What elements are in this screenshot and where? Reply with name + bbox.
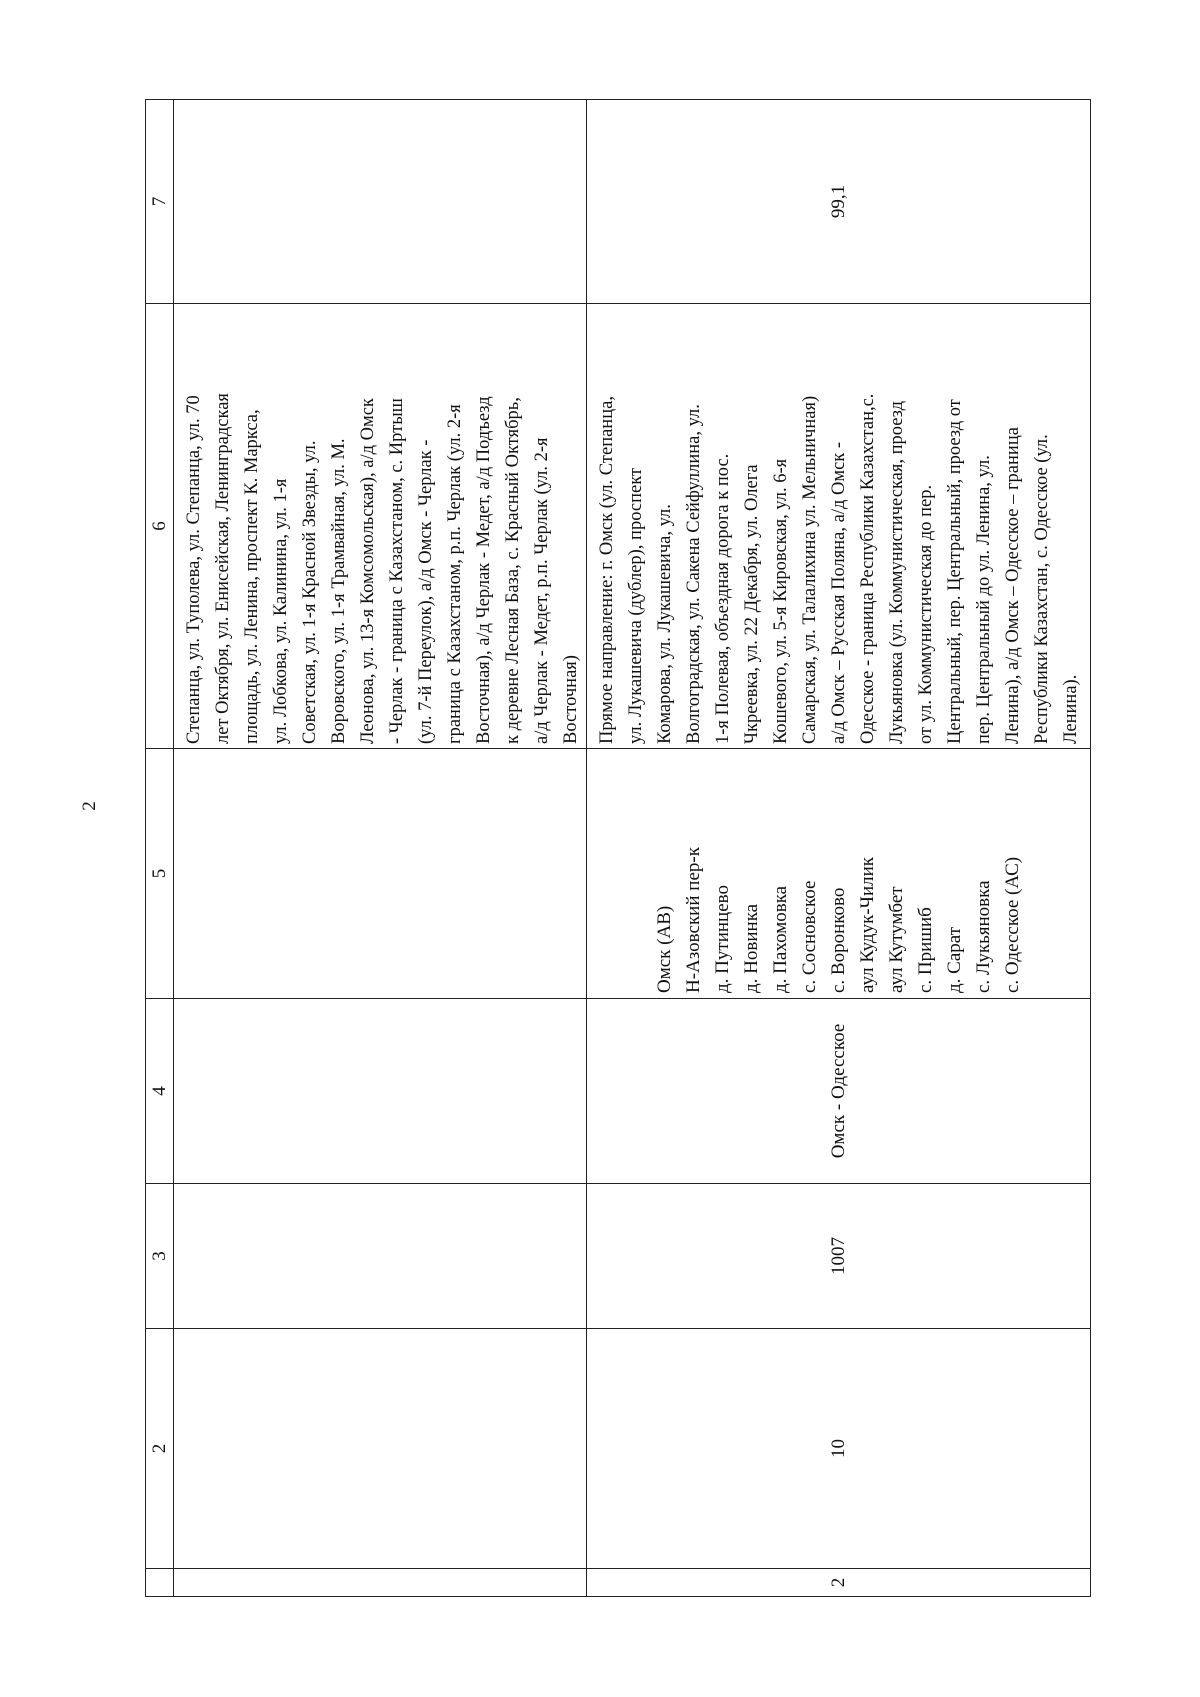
row1-stops-cell [174,749,587,999]
description-line: к деревне Лесная База, с. Красный Октябрь, [503,397,523,744]
description-line: ул. Лобкова, ул. Калинина, ул. 1-я [271,478,291,744]
description-line: от ул. Коммунистическая до пер. [916,484,936,744]
row2-stops-cell [587,749,1091,999]
stop-item: с. Сосновское [799,880,820,993]
stop-item: Омск (АВ) [654,905,675,993]
description-line: а/д Черлак - Медет, р.п. Черлак (ул. 2-я [532,437,552,744]
row1-col3-cell [174,1184,587,1329]
row2-route-description [587,304,1091,749]
row1-route-description [174,304,587,749]
page-number: 2 [79,801,100,811]
header-col-7: 7 [146,100,174,304]
header-col-2: 2 [146,1329,174,1569]
description-line: Леонова, ул. 13-я Комсомольская), а/д Омск [358,398,378,744]
stop-item: д. Сарат [944,926,965,993]
description-line: лет Октября, ул. Енисейская, Ленинградская [213,393,233,744]
description-line: Советская, ул. 1-я Красной Звезды, ул. [300,440,320,744]
row2-col2-cell: 10 [587,1329,1091,1569]
row1-num-cell [174,1569,587,1597]
description-line: Чкреевка, ул. 22 Декабря, ул. Олега [742,464,762,744]
description-line: Республики Казахстан, с. Одесское (ул. [1032,434,1052,744]
stop-item: с. Одесское (АС) [1002,856,1023,993]
stop-item: с. Пришиб [915,907,936,993]
description-line: площадь, ул. Ленина, проспект К. Маркса, [242,409,262,744]
description-line: ул. Лукашевича (дублер), проспект [626,467,646,744]
header-col-1 [146,1569,174,1597]
description-line: граница с Казахстаном, р.п. Черлак (ул. 2-я [445,404,465,744]
description-line: 1-я Полевая, объездная дорога к пос. [713,453,733,744]
description-line: Самарская, ул. Талалихина ул. Мельничная) [800,395,820,744]
description-line: (ул. 7-й Переулок), а/д Омск - Черлак - [416,439,436,744]
stop-item: д. Новинка [741,903,762,993]
row1-col7-cell [174,100,587,304]
row2-col7-cell: 99,1 [587,100,1091,304]
stop-item: аул Кутумбет [886,886,907,993]
description-line: Восточная) [561,655,581,744]
table-row [174,100,587,1597]
description-line: - Черлак - граница с Казахстаном, с. Иртыш [387,398,407,744]
description-line: Одесское - граница Республики Казахстан,с. [858,393,878,744]
row2-num-cell: 2 [587,1569,1091,1597]
description-line: пер. Центральный до ул. Ленина, ул. [974,455,994,744]
rotated-table-container [145,100,1080,1597]
stop-item: с. Лукьяновка [973,880,994,993]
description-line: Ленина). [1061,674,1081,744]
stop-item: с. Воронково [828,887,849,993]
stop-item: аул Кудук-Чилик [857,856,878,993]
header-col-6: 6 [146,304,174,749]
header-col-3: 3 [146,1184,174,1329]
description-line: Ленина), а/д Омск – Одесское – граница [1003,427,1023,744]
header-row [146,100,174,1597]
description-line: а/д Омск – Русская Поляна, а/д Омск - [829,441,849,744]
description-line: Комарова, ул. Лукашевича, ул. [655,504,675,744]
row1-col2-cell [174,1329,587,1569]
description-line: Центральный, пер. Центральный, проезд от [945,399,965,744]
description-line: Волгоградская, ул. Сакена Сейфуллина, ул. [684,404,704,744]
table-row [587,100,1091,1597]
description-line: Прямое направление: г. Омск (ул. Степанца, [597,396,617,744]
stop-item: д. Путинцево [712,885,733,993]
description-line: Лукьяновка (ул. Коммунистическая, проезд [887,400,907,744]
header-col-4: 4 [146,999,174,1184]
stop-item: д. Пахомовка [770,885,791,993]
row1-col4-cell [174,999,587,1184]
description-line: Воровского, ул. 1-я Трамвайная, ул. М. [329,438,349,744]
row2-col4-cell: Омск - Одесское [587,999,1091,1184]
description-line: Восточная), а/д Черлак - Медет, а/д Подъезд [474,396,494,744]
stop-item: Н-Азовский пер-к [683,847,704,993]
description-line: Кошевого, ул. 5-я Кировская, ул. 6-я [771,458,791,744]
header-col-5: 5 [146,749,174,999]
row2-col3-cell: 1007 [587,1184,1091,1329]
description-line: Степанца, ул. Туполева, ул. Степанца, ул. 70 [184,395,204,744]
route-table [145,99,1091,1597]
